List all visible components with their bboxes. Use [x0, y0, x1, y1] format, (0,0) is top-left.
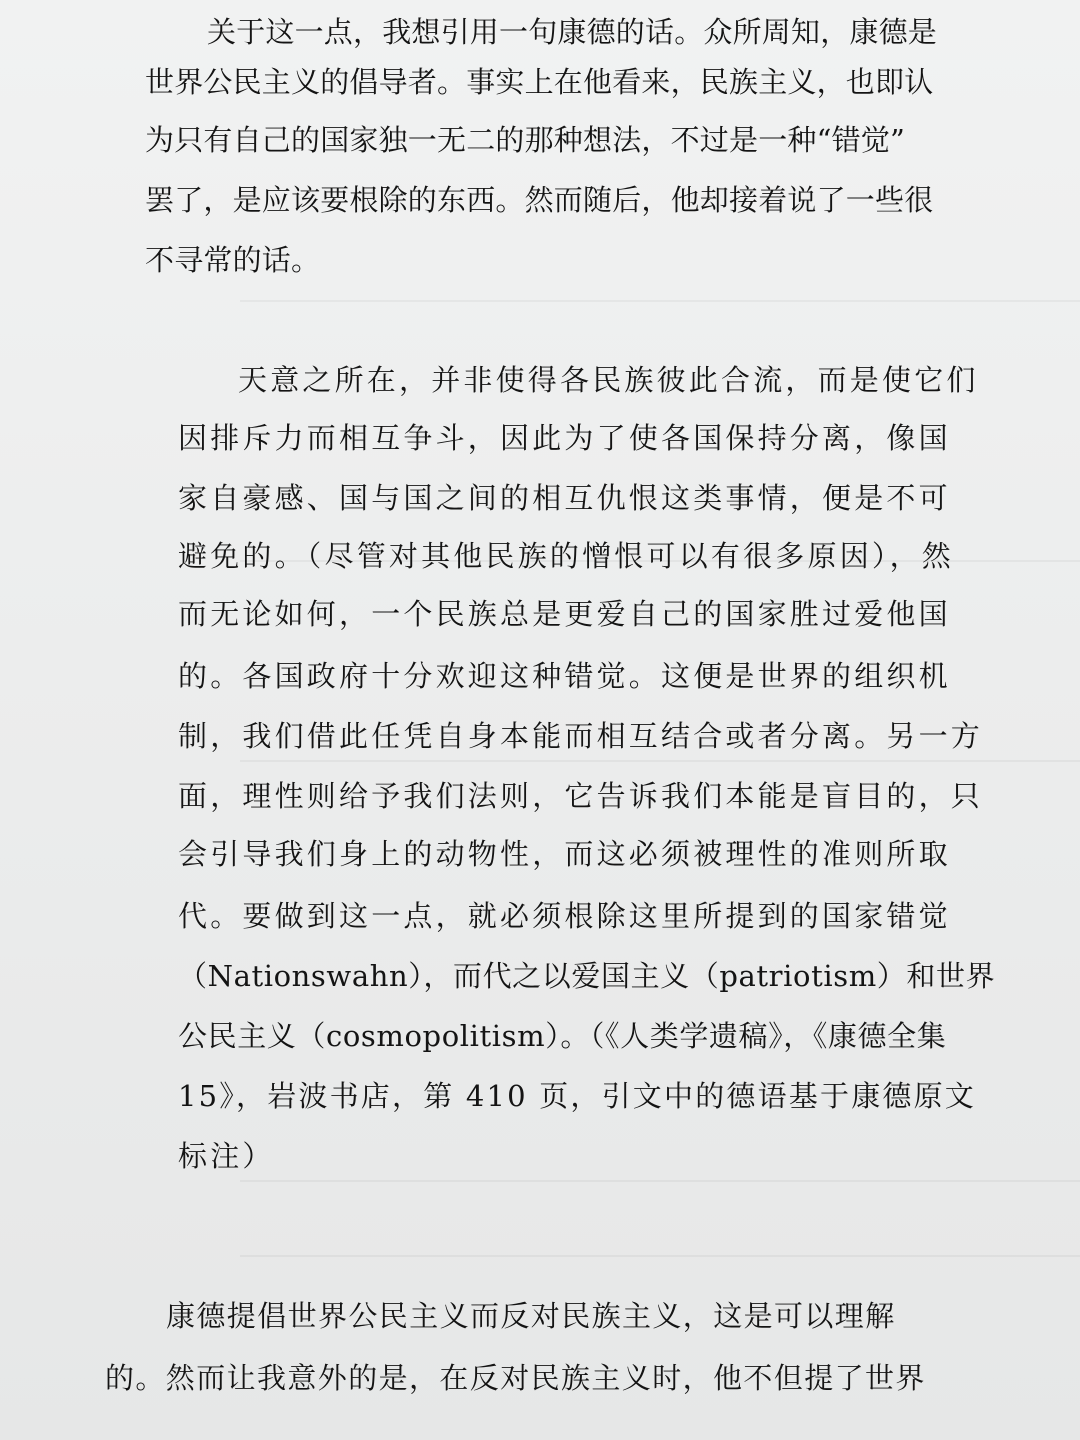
quote-line: 面，理性则给予我们法则，它告诉我们本能是盲目的，只 [178, 779, 984, 813]
text-line: 为只有自己的国家独一无二的那种想法，不过是一种“错觉” [145, 123, 906, 157]
text-line: 的。然而让我意外的是，在反对民族主义时，他不但提了世界 [105, 1361, 926, 1395]
quote-line: 15》，岩波书店，第 410 页，引文中的德语基于康德原文 [178, 1079, 976, 1113]
show-through-line [240, 1255, 1080, 1257]
quote-line: 会引导我们身上的动物性，而这必须被理性的准则所取 [178, 837, 951, 871]
text-line: 世界公民主义的倡导者。事实上在他看来，民族主义，也即认 [145, 65, 934, 99]
quote-line: 天意之所在，并非使得各民族彼此合流，而是使它们 [238, 363, 979, 397]
quote-line: 而无论如何，一个民族总是更爱自己的国家胜过爱他国 [178, 597, 951, 631]
text-line: 不寻常的话。 [145, 243, 321, 277]
quote-line: 避免的。（尽管对其他民族的憎恨可以有很多原因），然 [178, 539, 955, 573]
quote-line: 公民主义（cosmopolitism）。（《人类学遗稿》，《康德全集 [178, 1019, 947, 1053]
quote-line: 标注） [178, 1139, 275, 1173]
quote-line: 制，我们借此任凭自身本能而相互结合或者分离。另一方 [178, 719, 984, 753]
text-line: 关于这一点，我想引用一句康德的话。众所周知，康德是 [207, 15, 938, 49]
text-line: 康德提倡世界公民主义而反对民族主义，这是可以理解 [166, 1299, 896, 1333]
quote-line: 的。各国政府十分欢迎这种错觉。这便是世界的组织机 [178, 659, 951, 693]
quote-line: 因排斥力而相互争斗，因此为了使各国保持分离，像国 [178, 421, 951, 455]
quote-line: 家自豪感、国与国之间的相互仇恨这类事情，便是不可 [178, 481, 951, 515]
quote-line: （Nationswahn），而代之以爱国主义（patriotism）和世界 [178, 959, 996, 993]
show-through-line [240, 760, 1080, 762]
show-through-line [240, 300, 1080, 302]
text-line: 罢了，是应该要根除的东西。然而随后，他却接着说了一些很 [145, 183, 934, 217]
show-through-line [240, 1180, 1080, 1182]
quote-line: 代。要做到这一点，就必须根除这里所提到的国家错觉 [178, 899, 951, 933]
